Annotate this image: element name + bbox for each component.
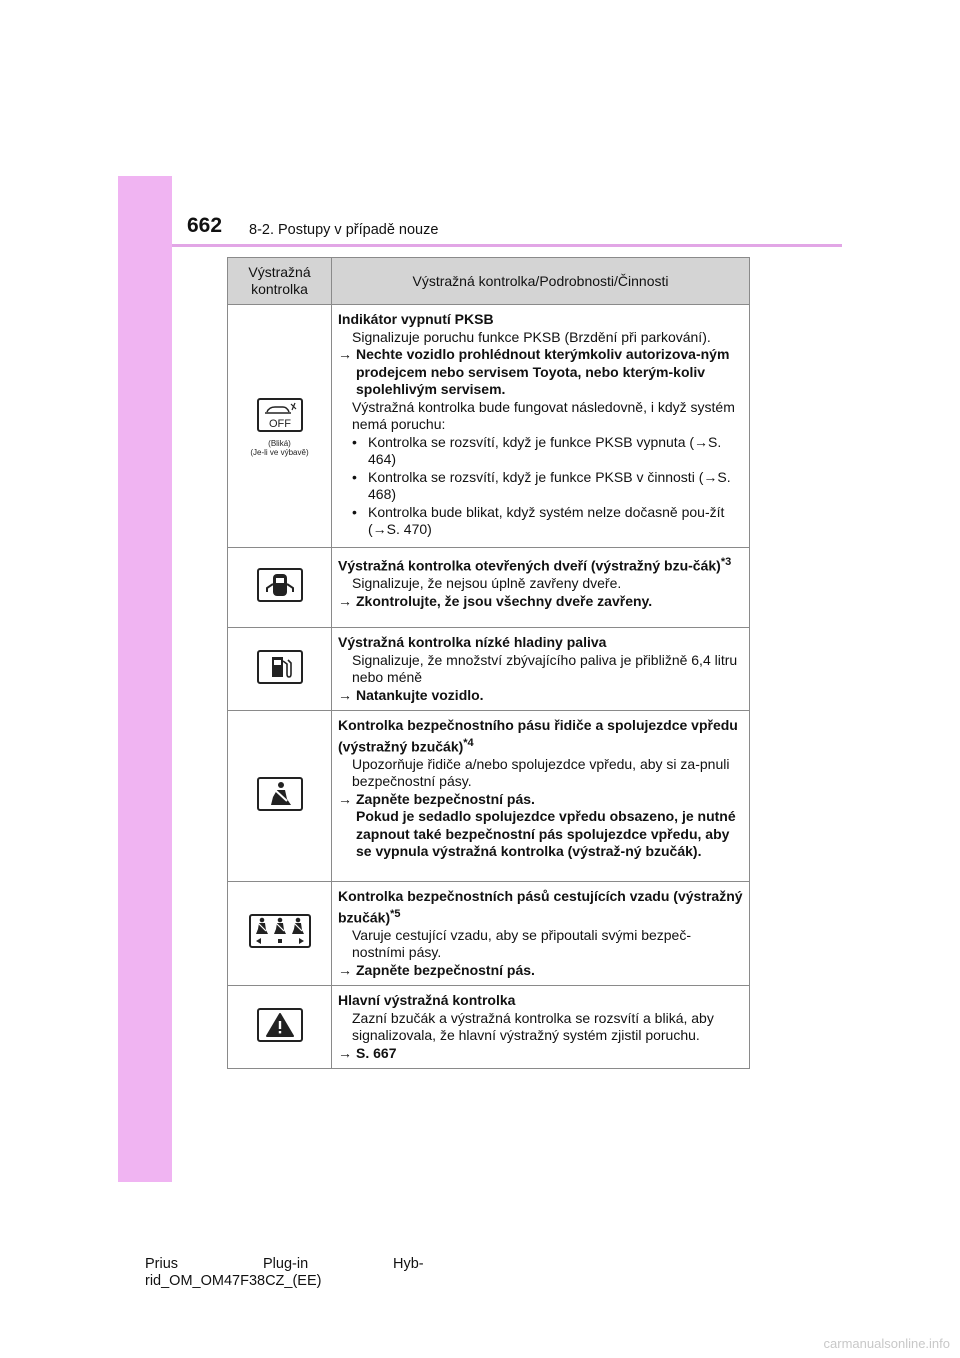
footer-model: Prius [145,1256,179,1272]
entry-title: Kontrolka bezpečnostního pásu řidiče a spolujezdce vpředu (výstražný bzučák)$^{*4}$ [338,717,738,755]
master-warning-icon [257,1008,303,1042]
details-cell [332,986,750,1069]
entry-action: → Nechte vozidlo prohlédnout kterýmkoliv autorizova-ným prodejcem nebo servisem Toyota, nebo kterým-koliv spolehlivým servisem. [338,346,730,397]
blink-note: (Bliká) [268,438,291,448]
details-cell [332,548,750,628]
arrow-icon: → [338,346,352,362]
side-tab [118,176,172,1182]
table-row [228,711,750,882]
entry-title: Výstražná kontrolka nízké hladiny paliva [338,634,607,650]
pksb-off-icon [257,398,303,432]
entry-title: Výstražná kontrolka otevřených dveří (výstražný bzu-čák)$^{*3}$ [338,556,732,574]
details-cell [332,305,750,548]
open-door-icon [257,568,303,602]
list-item: • Kontrolka bude blikat, když systém nelze dočasně pou-žít (→S. 470) [352,503,725,537]
entry-title: Indikátor vypnutí PKSB [338,311,494,327]
icon-cell [228,628,332,711]
entry-description: Upozorňuje řidiče a/nebo spolujezdce vpředu, aby si za-pnuli bezpečnostní pásy. [352,755,730,790]
footer-code: rid_OM_OM47F38CZ_(EE) [145,1273,322,1289]
entry-description: Varuje cestující vzadu, aby se připoutali svými bezpeč-nostními pásy. [352,926,692,961]
entry-action: → Zapněte bezpečnostní pás. [338,790,535,807]
list-item: • Kontrolka se rozsvítí, když je funkce PKSB v činnosti (→S. 468) [352,468,731,502]
list-item: • Kontrolka se rozsvítí, když je funkce PKSB vypnuta (→S. 464) [352,433,722,467]
entry-title: Kontrolka bezpečnostních pásů cestujících vzadu (výstražný bzučák)$^{*5}$ [338,888,743,926]
section-title: 8-2. Postupy v případě nouze [249,222,439,238]
fuel-pump-icon [257,650,303,684]
arrow-icon: → [338,592,352,609]
rear-seatbelts-icon [249,914,311,948]
seatbelt-icon [257,777,303,811]
entry-action: → Zapněte bezpečnostní pás. [338,961,535,978]
table-row [228,628,750,711]
entry-extra: Výstražná kontrolka bude fungovat následovně, i když systém nemá poruchu: [352,398,735,432]
footer-hybrid: Hyb- [393,1256,424,1272]
entry-description: Zazní bzučák a výstražná kontrolka se rozsvítí a bliká, aby signalizovala, že hlavní výstražný systém zjistil poruchu. [352,1009,714,1044]
details-cell [332,628,750,711]
table-row [228,305,750,548]
page-number: 662 [187,214,223,237]
arrow-icon: → [338,790,352,807]
icon-cell [228,711,332,882]
details-cell [332,711,750,882]
pksb-off-label: OFF [268,417,291,430]
arrow-icon: → [338,1044,352,1061]
optional-note: (Je-li ve výbavě) [250,447,309,457]
bullet-icon: • [352,468,357,485]
header-rule [172,244,842,247]
entry-title: Hlavní výstražná kontrolka [338,992,516,1009]
col-header-light: Výstražná kontrolka [228,258,332,305]
warning-lights-table [227,257,750,1069]
entry-description: Signalizuje poruchu funkce PKSB (Brzdění při parkování). [352,328,711,345]
details-cell [332,882,750,986]
icon-cell [228,882,332,986]
arrow-icon: → [338,686,352,703]
arrow-icon: → [338,961,352,978]
table-header-row [228,258,750,305]
entry-action: → Zkontrolujte, že jsou všechny dveře zavřeny. [338,592,653,609]
bullet-icon: • [352,503,357,520]
icon-cell [228,548,332,628]
entry-action-note: Pokud je sedadlo spolujezdce vpředu obsazeno, je nutné zapnout také bezpečnostní pás spolujezdce vpředu, aby se vypnula výstražná kontrolka (výstraž-ný bzučák). [356,808,736,860]
table-row [228,882,750,986]
icon-cell [228,305,332,548]
watermark: carmanualsonline.info [823,1336,950,1351]
entry-action: → Natankujte vozidlo. [338,686,484,703]
table-row [228,548,750,628]
entry-action: → S. 667 [338,1044,397,1061]
footer-plugin: Plug-in [263,1256,309,1272]
entry-description: Signalizuje, že nejsou úplně zavřeny dveře. [352,575,622,592]
bullet-icon: • [352,433,357,450]
icon-cell [228,986,332,1069]
entry-description: Signalizuje, že množství zbývajícího paliva je přibližně 6,4 litru nebo méně [352,651,738,685]
col-header-details: Výstražná kontrolka/Podrobnosti/Činnosti [332,258,750,305]
table-row [228,986,750,1069]
